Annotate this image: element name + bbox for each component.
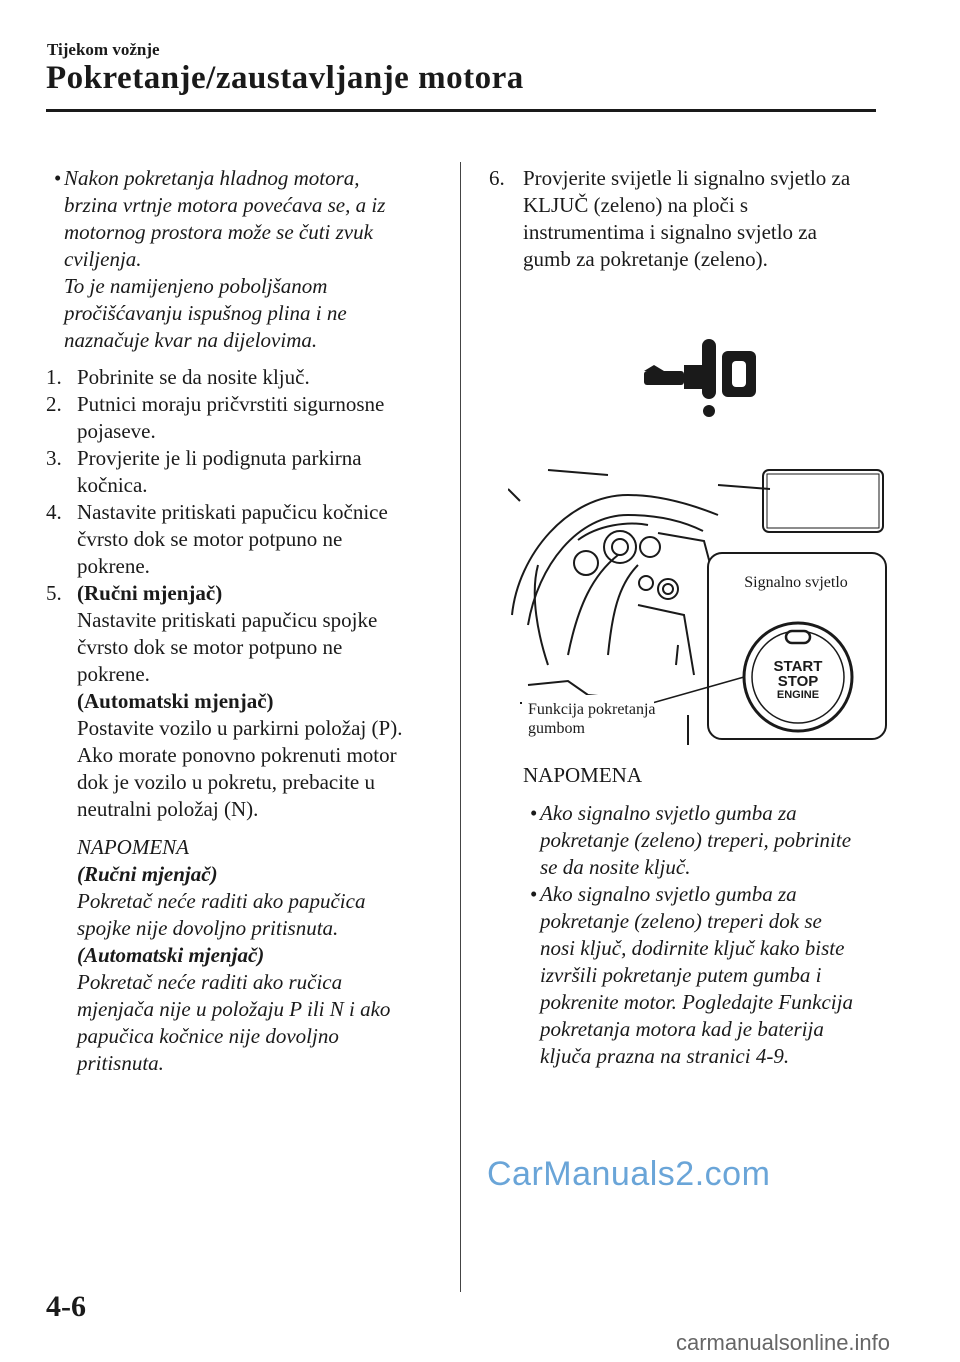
step-text: KLJUČ (zeleno) na ploči s (523, 193, 749, 217)
note-line: Ako signalno svjetlo gumba za (540, 882, 797, 906)
start-button-figure (508, 325, 888, 745)
note-line: se da nosite ključ. (540, 855, 691, 879)
intro-line: brzina vrtnje motora povećava se, a iz (64, 193, 386, 217)
note-subheading: (Automatski mjenjač) (77, 943, 265, 967)
step-text: pokrene. (77, 554, 150, 578)
note-line: pokretanje (zeleno) treperi, pobrinite (540, 828, 852, 852)
note-line: Pokretač neće raditi ako ručica (77, 970, 343, 994)
note-subheading: (Ručni mjenjač) (77, 862, 218, 886)
step-text: instrumentima i signalno svjetlo za (523, 220, 817, 244)
bullet-icon: • (530, 801, 538, 825)
automatic-transmission-heading: (Automatski mjenjač) (77, 689, 274, 713)
step-text: Provjerite je li podignuta parkirna (77, 446, 362, 470)
step-text: Putnici moraju pričvrstiti sigurnosne (77, 392, 385, 416)
note-line: Ako signalno svjetlo gumba za (540, 801, 797, 825)
note-heading: NAPOMENA (523, 763, 643, 787)
note-line: mjenjača nije u položaju P ili N i ako (77, 997, 391, 1021)
step-text: kočnica. (77, 473, 148, 497)
intro-line: To je namijenjeno poboljšanom (64, 274, 328, 298)
note-heading: NAPOMENA (77, 835, 189, 859)
step-text: pojaseve. (77, 419, 156, 443)
step-text: Nastavite pritiskati papučicu kočnice (77, 500, 388, 524)
step-text: neutralni položaj (N). (77, 797, 259, 821)
step-text: Nastavite pritiskati papučicu spojke (77, 608, 378, 632)
note-line: nosi ključ, dodirnite ključ kako biste (540, 936, 845, 960)
section-label: Tijekom vožnje (47, 40, 160, 59)
step-text: Provjerite svijetle li signalno svjetlo za (523, 166, 851, 190)
step-text: dok je vozilo u pokretu, prebacite u (77, 770, 375, 794)
signal-light-caption: Signalno svjetlo (744, 574, 848, 591)
intro-line: naznačuje kvar na dijelovima. (64, 328, 318, 352)
intro-line: motornog prostora može se čuti zvuk (64, 220, 373, 244)
note-line: Pokretač neće raditi ako papučica (77, 889, 366, 913)
button-start-label: START (773, 658, 823, 675)
note-line: papučica kočnice nije dovoljno (77, 1024, 339, 1048)
intro-line: cviljenja. (64, 247, 142, 271)
step-text: Pobrinite se da nosite ključ. (77, 365, 310, 389)
push-button-caption-line2: gumbom (528, 720, 585, 737)
step-number: 4. (46, 500, 62, 524)
title-divider (46, 109, 876, 112)
bullet-icon: • (54, 166, 62, 190)
note-line: pritisnuta. (77, 1051, 164, 1075)
bullet-icon: • (530, 882, 538, 906)
note-line: pokrenite motor. Pogledajte Funkcija (540, 990, 853, 1014)
footer-url[interactable]: carmanualsonline.info (676, 1330, 891, 1355)
step-number: 6. (489, 166, 505, 190)
page-number: 4-6 (46, 1290, 86, 1323)
step-number: 1. (46, 365, 62, 389)
intro-line: Nakon pokretanja hladnog motora, (64, 166, 360, 190)
step-number: 3. (46, 446, 62, 470)
note-line: izvršili pokretanje putem gumba i (540, 963, 822, 987)
note-line: spojke nije dovoljno pritisnuta. (77, 916, 339, 940)
button-engine-label: ENGINE (776, 689, 820, 701)
step-text: čvrsto dok se motor potpuno ne (77, 527, 343, 551)
step-text: Ako morate ponovno pokrenuti motor (77, 743, 397, 767)
step-number: 5. (46, 581, 62, 605)
watermark-logo: CarManuals2.com (487, 1155, 771, 1193)
step-text: čvrsto dok se motor potpuno ne (77, 635, 343, 659)
page-title: Pokretanje/zaustavljanje motora (46, 60, 524, 96)
step-text: gumb za pokretanje (zeleno). (523, 247, 768, 271)
step-number: 2. (46, 392, 62, 416)
step-text: pokrene. (77, 662, 150, 686)
column-divider (460, 162, 461, 1292)
key-warning-indicator-icon (644, 339, 756, 417)
intro-line: pročišćavanju ispušnog plina i ne (64, 301, 347, 325)
note-line: ključa prazna na stranici 4-9. (540, 1044, 790, 1068)
note-line: pokretanje (zeleno) treperi dok se (540, 909, 822, 933)
note-line: pokretanja motora kad je baterija (540, 1017, 824, 1041)
step-text: Postavite vozilo u parkirni položaj (P). (77, 716, 403, 740)
manual-transmission-heading: (Ručni mjenjač) (77, 581, 223, 605)
button-stop-label: STOP (777, 673, 819, 690)
push-button-caption-line1: Funkcija pokretanja (528, 701, 656, 718)
